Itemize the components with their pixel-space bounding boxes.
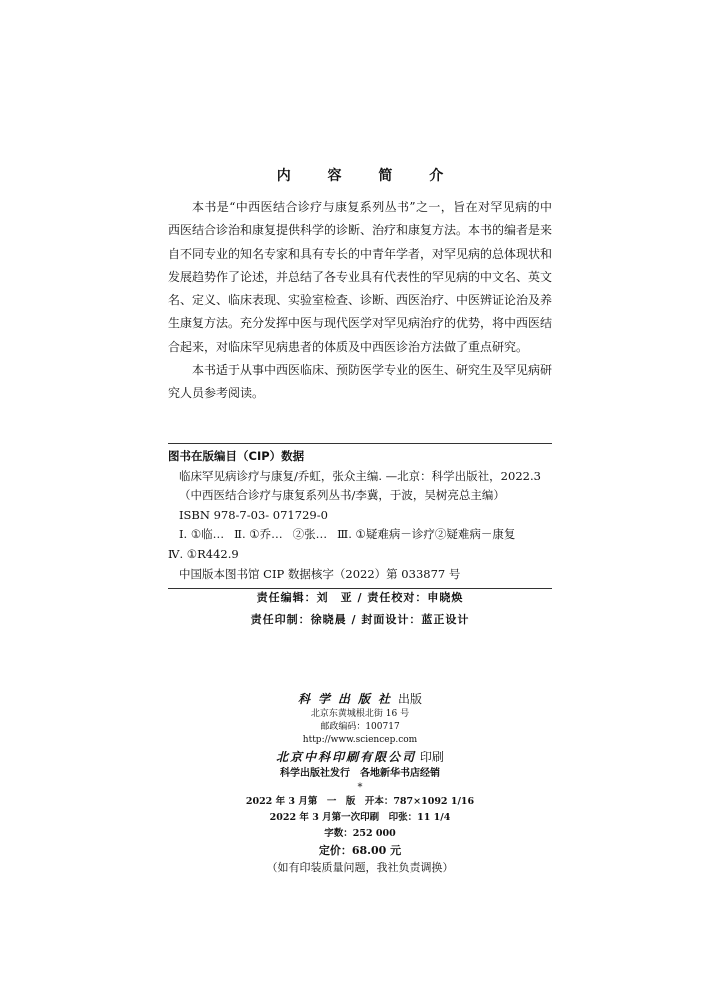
editor-credits-line-2: 责任印制：徐晓晨 / 封面设计：蓝正设计 [250, 613, 470, 626]
cip-check-number: 中国版本图书馆 CIP 数据核字（2022）第 033877 号 [179, 566, 461, 581]
distribution-line: 科学出版社发行 各地新华书店经销 [280, 767, 440, 779]
cip-class-2: Ⅱ. ①乔… [234, 527, 283, 542]
cip-class-4: Ⅲ. ①疑难病－诊疗②疑难病－康复 [337, 527, 516, 542]
cip-class-1: Ⅰ. ①临… [179, 527, 225, 542]
separator-mark: * [357, 781, 363, 793]
cip-data-block [168, 443, 552, 589]
cip-class-5: Ⅳ. ①R442.9 [168, 546, 239, 561]
publisher-line [0, 690, 720, 708]
imprint-block [0, 690, 720, 876]
publisher-brand: 科学出版社 [297, 692, 398, 706]
edition-line: 2022 年 3 月第 一 版 开本：787×1092 1/16 [245, 795, 475, 807]
summary-body [168, 196, 552, 406]
editor-credits [168, 587, 552, 631]
publisher-postcode: 邮政编码：100717 [320, 722, 400, 733]
price: 定价：68.00 元 [318, 843, 402, 857]
publisher-url: http://www.sciencep.com [302, 735, 418, 746]
cip-series: （中西医结合诊疗与康复系列丛书/李冀，于波，吴树亮总主编） [179, 488, 505, 503]
publisher-address: 北京东黄城根北街 16 号 [310, 709, 410, 719]
editor-credits-line-1: 责任编辑：刘 亚 / 责任校对：申晓焕 [256, 591, 464, 604]
printer-suffix: 印刷 [419, 749, 444, 764]
cip-classification [168, 525, 552, 545]
summary-heading: 内 容 简 介 [276, 168, 460, 184]
cip-class-3: ②张… [292, 527, 328, 542]
word-count: 字数：252 000 [324, 827, 396, 839]
cip-entry: 临床罕见病诊疗与康复/乔虹，张众主编. —北京：科学出版社，2022.3 [179, 468, 541, 483]
printer-brand: 北京中科印刷有限公司 [276, 749, 417, 764]
cip-title: 图书在版编目（CIP）数据 [168, 449, 305, 463]
printing-line: 2022 年 3 月第一次印刷 印张：11 1/4 [269, 811, 451, 823]
publisher-suffix: 出版 [398, 692, 423, 706]
printer-line [0, 748, 720, 766]
quality-notice: （如有印装质量问题，我社负责调换） [266, 860, 454, 874]
summary-paragraph-1: 本书是“中西医结合诊疗与康复系列丛书”之一，旨在对罕见病的中西医结合诊治和康复提供科学的诊断、治疗和康复方法。本书的编者是来自不同专业的知名专家和具有专长的中青年学者，对罕见病的总体现状和发展趋势作了论述，并总结了各专业具有代表性的罕见病的中文名、英文名、定义、临床表现、实验室检查、诊断、西医治疗、中医辨证论治及养生康复方法。充分发挥中医与现代医学对罕见病治疗的优势，将中西医结合起来，对临床罕见病患者的体质及中西医诊治方法做了重点研究。 [168, 200, 553, 354]
cip-isbn: ISBN 978-7-03- 071729-0 [179, 507, 328, 522]
summary-paragraph-2: 本书适于从事中西医临床、预防医学专业的医生、研究生及罕见病研究人员参考阅读。 [168, 363, 553, 401]
